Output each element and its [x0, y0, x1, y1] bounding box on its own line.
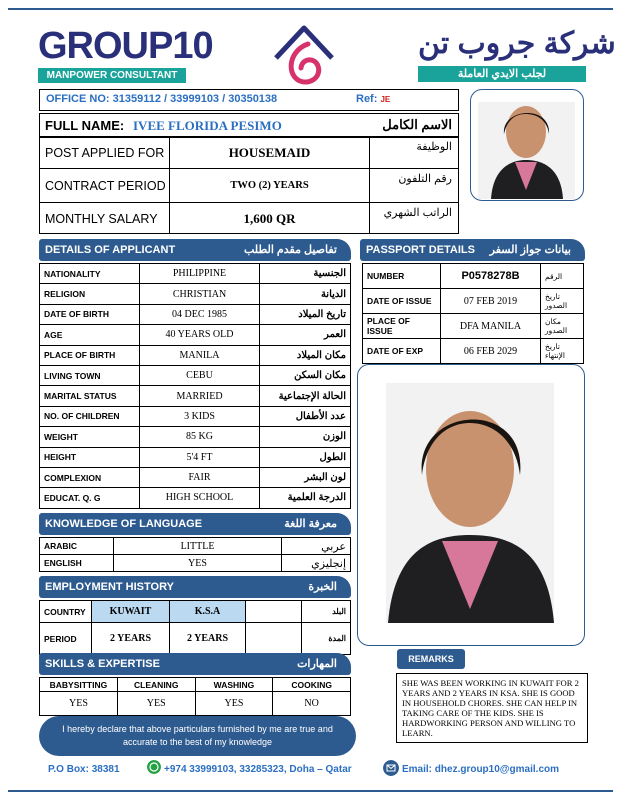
applicant-row-value: 3 KIDS	[140, 406, 260, 426]
country-2: K.S.A	[170, 601, 246, 623]
applicant-row-value: 04 DEC 1985	[140, 304, 260, 324]
bottom-rule	[8, 790, 613, 792]
applicant-row-value: MARRIED	[140, 386, 260, 406]
brand-tagline-ar: لجلب الايدي العاملة	[418, 66, 586, 82]
brand-tagline-en: MANPOWER CONSULTANT	[38, 68, 186, 83]
skill-value: YES	[40, 692, 118, 716]
footer-phones: +974 33999103, 33285323, Doha – Qatar	[164, 764, 352, 775]
passport-details-table	[362, 263, 584, 364]
applicant-row	[40, 325, 351, 345]
declaration: I hereby declare that above particulars furnished by me are true and accurate to the best of my knowledge	[39, 716, 356, 756]
applicant-row	[40, 406, 351, 426]
salary-ar-cell: الراتب الشهري	[369, 202, 459, 234]
passport-row	[363, 339, 584, 364]
country-3	[246, 601, 302, 623]
applicant-row-ar: تاريخ الميلاد	[260, 304, 351, 324]
applicant-row	[40, 264, 351, 284]
country-1: KUWAIT	[92, 601, 170, 623]
applicant-row-ar: الجنسية	[260, 264, 351, 284]
skills-section-header: SKILLS & EXPERTISE المهارات	[39, 653, 351, 675]
post-value-cell: HOUSEMAID	[169, 137, 370, 169]
full-name-row	[39, 113, 459, 137]
applicant-row-value: 40 YEARS OLD	[140, 325, 260, 345]
language-row-ar: عربي	[282, 538, 351, 555]
full-name-label: FULL NAME:	[45, 118, 125, 133]
applicant-row-value: FAIR	[140, 467, 260, 487]
applicant-row-label: NATIONALITY	[40, 264, 140, 284]
contract-label-cell: CONTRACT PERIOD	[39, 168, 170, 203]
post-label-cell: POST APPLIED FOR	[39, 137, 170, 169]
applicant-row-value: CHRISTIAN	[140, 284, 260, 304]
period-label: PERIOD	[40, 623, 92, 655]
language-row-value: LITTLE	[114, 538, 282, 555]
skills-table	[39, 677, 351, 716]
applicant-row	[40, 365, 351, 385]
reference: Ref: JE	[356, 93, 391, 105]
applicant-row-ar: الحالة الإجتماعية	[260, 386, 351, 406]
applicant-row	[40, 386, 351, 406]
passport-row	[363, 289, 584, 314]
applicant-row-ar: الديانة	[260, 284, 351, 304]
applicant-row-value: PHILIPPINE	[140, 264, 260, 284]
applicant-row-label: COMPLEXION	[40, 467, 140, 487]
passport-row-label: NUMBER	[363, 264, 441, 289]
brand-logo-en: GROUP10	[38, 25, 213, 67]
employment-period-row	[40, 623, 351, 655]
employment-section-header: EMPLOYMENT HISTORY الخبرة	[39, 576, 351, 598]
full-name-value: IVEE FLORIDA PESIMO	[133, 118, 282, 133]
applicant-row-value: 85 KG	[140, 427, 260, 447]
whatsapp-icon	[147, 760, 161, 774]
applicant-row-ar: لون البشر	[260, 467, 351, 487]
email-icon	[383, 760, 399, 776]
passport-row-ar: تاريخ الصدور	[541, 289, 584, 314]
applicant-row-ar: الوزن	[260, 427, 351, 447]
applicant-row	[40, 304, 351, 324]
skills-value-row	[40, 692, 351, 716]
applicant-row	[40, 284, 351, 304]
applicant-row-ar: العمر	[260, 325, 351, 345]
applicant-row-label: AGE	[40, 325, 140, 345]
skill-header: COOKING	[273, 678, 351, 692]
applicant-row-label: RELIGION	[40, 284, 140, 304]
reference-value: JE	[380, 95, 391, 104]
portrait-large-icon	[358, 365, 583, 644]
applicant-row-ar: مكان السكن	[260, 365, 351, 385]
passport-section-header: PASSPORT DETAILS بيانات جواز السفر	[360, 239, 585, 261]
period-ar: المدة	[302, 623, 351, 655]
applicant-row	[40, 488, 351, 508]
applicant-row	[40, 447, 351, 467]
passport-row-ar: مكان الصدور	[541, 314, 584, 339]
skill-value: YES	[195, 692, 273, 716]
applicant-row-ar: مكان الميلاد	[260, 345, 351, 365]
period-2: 2 YEARS	[170, 623, 246, 655]
language-row-ar: إنجليزي	[282, 555, 351, 572]
period-1: 2 YEARS	[92, 623, 170, 655]
applicant-row-ar: الدرجة العلمية	[260, 488, 351, 508]
po-box: P.O Box: 38381	[48, 764, 120, 775]
remarks-header: REMARKS	[397, 649, 465, 669]
period-3	[246, 623, 302, 655]
portrait-small-icon	[471, 90, 582, 199]
language-row	[40, 555, 351, 572]
applicant-section-header: DETAILS OF APPLICANT تفاصيل مقدم الطلب	[39, 239, 351, 261]
contract-value-cell: TWO (2) YEARS	[169, 168, 370, 203]
passport-row-value: 06 FEB 2029	[441, 339, 541, 364]
brand-logo-ar: شركة جروب تن	[418, 27, 616, 60]
applicant-row-ar: عدد الأطفال	[260, 406, 351, 426]
skill-header: BABYSITTING	[40, 678, 118, 692]
skill-header: CLEANING	[117, 678, 195, 692]
skill-value: YES	[117, 692, 195, 716]
skill-value: NO	[273, 692, 351, 716]
applicant-row-label: WEIGHT	[40, 427, 140, 447]
passport-row-value: 07 FEB 2019	[441, 289, 541, 314]
language-row-label: ENGLISH	[40, 555, 114, 572]
employment-table	[39, 600, 351, 655]
applicant-row-value: CEBU	[140, 365, 260, 385]
employment-country-row	[40, 601, 351, 623]
language-row-value: YES	[114, 555, 282, 572]
top-rule	[8, 8, 613, 10]
remarks-text: SHE WAS BEEN WORKING IN KUWAIT FOR 2 YEARS AND 2 YEARS IN KSA. SHE IS GOOD IN HOUSEHOLD CHORES. SHE CAN HELP IN TAKING CARE OF THE KIDS. SHE IS HARDWORKING PERSON AND WILLING TO LEARN.	[396, 673, 588, 743]
passport-row-value: DFA MANILA	[441, 314, 541, 339]
salary-label-cell: MONTHLY SALARY	[39, 202, 170, 234]
applicant-row-label: MARITAL STATUS	[40, 386, 140, 406]
passport-row-label: PLACE OF ISSUE	[363, 314, 441, 339]
applicant-row-label: LIVING TOWN	[40, 365, 140, 385]
full-name-ar: الاسم الكامل	[382, 117, 452, 132]
applicant-row-value: 5'4 FT	[140, 447, 260, 467]
country-label: COUNTRY	[40, 601, 92, 623]
applicant-row-value: HIGH SCHOOL	[140, 488, 260, 508]
applicant-row-label: DATE OF BIRTH	[40, 304, 140, 324]
applicant-row-label: NO. OF CHILDREN	[40, 406, 140, 426]
passport-row	[363, 314, 584, 339]
applicant-photo-large	[357, 364, 585, 646]
applicant-row	[40, 467, 351, 487]
applicant-row-ar: الطول	[260, 447, 351, 467]
post-ar-cell: الوظيفة	[369, 137, 459, 169]
office-label: OFFICE NO: 31359112 / 33999103 / 30350138	[46, 93, 278, 105]
applicant-row	[40, 345, 351, 365]
passport-row-value: P0578278B	[441, 264, 541, 289]
language-row-label: ARABIC	[40, 538, 114, 555]
passport-row-ar: الرقم	[541, 264, 584, 289]
language-row	[40, 538, 351, 555]
applicant-row-label: PLACE OF BIRTH	[40, 345, 140, 365]
office-numbers	[39, 89, 459, 111]
passport-row	[363, 264, 584, 289]
passport-row-ar: تاريخ الإنتهاء	[541, 339, 584, 364]
applicant-row-label: HEIGHT	[40, 447, 140, 467]
brand-emblem-icon	[268, 24, 340, 90]
footer-email: Email: dhez.group10@gmail.com	[402, 764, 560, 775]
language-section-header: KNOWLEDGE OF LANGUAGE معرفة اللغة	[39, 513, 351, 535]
applicant-row-label: EDUCAT. Q. G	[40, 488, 140, 508]
applicant-details-table	[39, 263, 351, 509]
country-ar: البلد	[302, 601, 351, 623]
applicant-row	[40, 427, 351, 447]
language-table	[39, 537, 351, 572]
applicant-row-value: MANILA	[140, 345, 260, 365]
skills-header-row	[40, 678, 351, 692]
passport-row-label: DATE OF ISSUE	[363, 289, 441, 314]
salary-value-cell: 1,600 QR	[169, 202, 370, 234]
contract-ar-cell: رقم التلفون	[369, 168, 459, 203]
applicant-photo-small	[470, 89, 584, 201]
skill-header: WASHING	[195, 678, 273, 692]
passport-row-label: DATE OF EXP	[363, 339, 441, 364]
